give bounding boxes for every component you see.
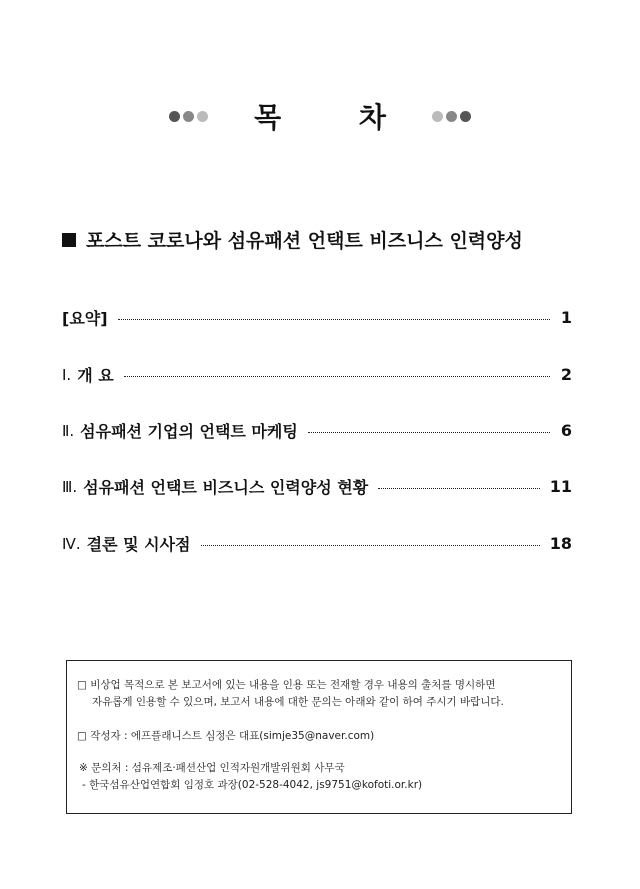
dot-leader <box>308 432 550 433</box>
toc-item-overview[interactable] <box>62 363 572 386</box>
toc-item-page: 6 <box>560 421 572 440</box>
notice-usage-line-continued: 자유롭게 인용할 수 있으며, 보고서 내용에 대한 문의는 아래와 같이 하여 주시기 바랍니다. <box>92 696 504 708</box>
toc-item-conclusion[interactable] <box>62 532 572 555</box>
dot-icon <box>446 111 457 122</box>
dot-icon <box>460 111 471 122</box>
notice-usage-line: □ 비상업 목적으로 본 보고서에 있는 내용을 인용 또는 전재할 경우 내용의 출처를 명시하면 <box>77 679 496 691</box>
toc-item-page: 2 <box>560 365 572 384</box>
toc-heading <box>0 96 640 136</box>
toc-item-label: 결론 및 시사점 <box>86 535 191 554</box>
notice-box <box>66 660 572 814</box>
toc-item-number: Ⅱ. <box>62 421 75 440</box>
page-title: 목 차 <box>254 101 420 134</box>
notice-contact-person: - 한국섬유산업연합회 임정호 과장(02-528-4042, js9751@kofoti.or.kr) <box>82 779 423 791</box>
toc-item-number: Ⅲ. <box>62 477 78 496</box>
square-bullet-icon <box>62 233 76 247</box>
toc-item-label: 섬유패션 언택트 비즈니스 인력양성 현황 <box>83 478 369 497</box>
dot-icon <box>183 111 194 122</box>
dot-leader <box>378 488 540 489</box>
notice-author: □ 작성자 : 에프플래니스트 심정은 대표(simje35@naver.com) <box>77 730 375 742</box>
dot-icon <box>169 111 180 122</box>
left-dots-ornament <box>169 111 208 122</box>
dot-icon <box>197 111 208 122</box>
dot-leader <box>118 319 550 320</box>
dot-icon <box>432 111 443 122</box>
toc-item-training[interactable] <box>62 475 572 498</box>
toc-item-page: 1 <box>560 308 572 327</box>
toc-item-number: Ⅳ. <box>62 534 81 553</box>
right-dots-ornament <box>432 111 471 122</box>
toc-item-number: Ⅰ. <box>62 365 72 384</box>
report-subject-text: 포스트 코로나와 섬유패션 언택트 비즈니스 인력양성 <box>86 230 523 252</box>
toc-item-label: [요약] <box>62 309 108 328</box>
notice-contact-office: ※ 문의처 : 섬유제조·패션산업 인적자원개발위원회 사무국 <box>79 762 345 774</box>
toc-item-summary[interactable] <box>62 306 572 329</box>
dot-leader <box>124 376 550 377</box>
toc-item-page: 11 <box>549 477 572 496</box>
toc-item-page: 18 <box>549 534 572 553</box>
toc-item-label: 개 요 <box>77 366 114 385</box>
report-subject <box>62 226 582 253</box>
dot-leader <box>201 545 540 546</box>
toc-item-label: 섬유패션 기업의 언택트 마케팅 <box>80 422 298 441</box>
toc-item-marketing[interactable] <box>62 419 572 442</box>
